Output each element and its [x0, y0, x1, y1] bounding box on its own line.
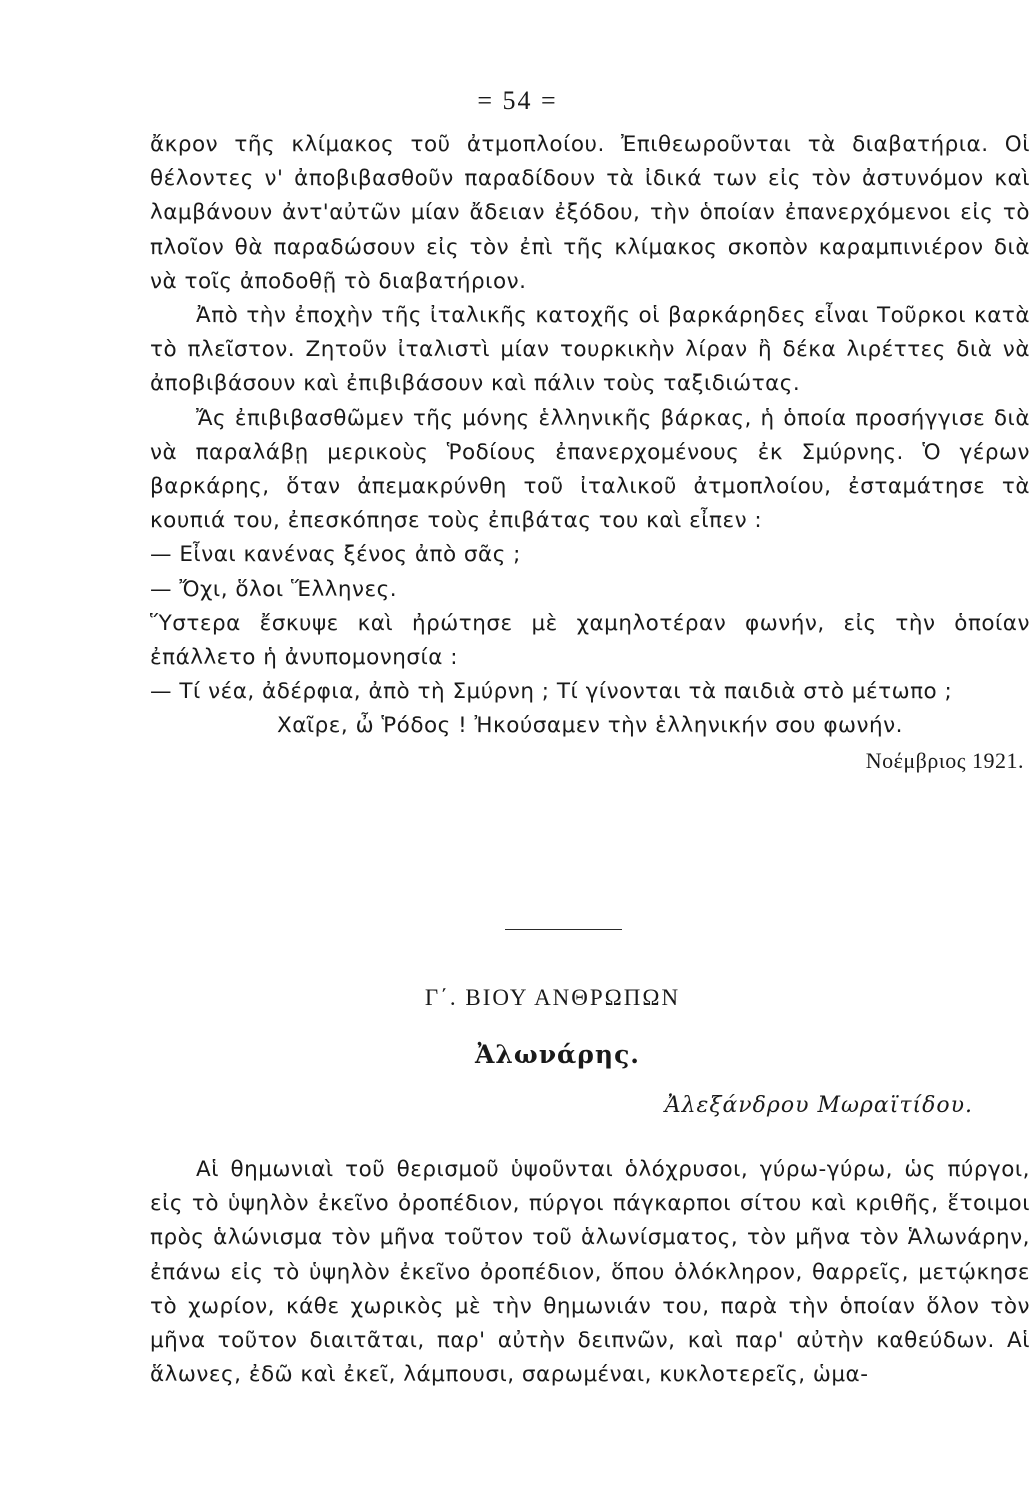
bottom-text-block — [150, 1153, 1030, 1392]
section-divider — [505, 929, 622, 930]
page-number: = 54 = — [477, 86, 558, 115]
paragraph: Ἀπὸ τὴν ἐποχὴν τῆς ἰταλικῆς κατοχῆς οἱ βαρκάρηδες εἶναι Τοῦρκοι κατὰ τὸ πλεῖστον. Ζητοῦν ἰταλιστὶ μίαν τουρκικὴν λίραν ἢ δέκα λιρέττες διὰ νὰ ἀποβιβάσουν καὶ ἐπιβιβάσουν καὶ πάλιν τοὺς ταξιδιώτας. — [150, 303, 1030, 397]
dialogue-line: — Τί νέα, ἀδέρφια, ἀπὸ τὴ Σμύρνη ; Τί γίνονται τὰ παιδιὰ στὸ μέτωπο ; — [150, 679, 953, 705]
author-name: Ἀλεξάνδρου Μωραϊτίδου. — [664, 1093, 973, 1118]
dialogue-line: — Εἶναι κανένας ξένος ἀπὸ σᾶς ; — [150, 542, 521, 568]
paragraph: Ὕστερα ἔσκυψε καὶ ἠρώτησε μὲ χαμηλοτέραν φωνήν, εἰς τὴν ὁποίαν ἐπάλλετο ἡ ἀνυπομονησία : — [150, 610, 1030, 671]
closing-line: Χαῖρε, ὦ Ῥόδος ! Ἠκούσαμεν τὴν ἑλληνικήν σου φωνήν. — [276, 713, 903, 739]
chapter-title: Ἀλωνάρης. — [474, 1040, 641, 1069]
paragraph: ἄκρον τῆς κλίμακος τοῦ ἀτμοπλοίου. Ἐπιθεωροῦνται τὰ διαβατήρια. Οἱ θέλοντες ν' ἀποβιβασθοῦν παραδίδουν τὰ ἰδικά των εἰς τὸν ἀστυνόμον καὶ λαμβάνουν ἀντ'αὐτῶν μίαν ἄδειαν ἐξόδου, τὴν ὁποίαν ἐπανερχόμενοι εἰς τὸ πλοῖον θὰ παραδώσουν εἰς τὸν ἐπὶ τῆς κλίμακος σκοπὸν καραμπινιέρον διὰ νὰ τοῖς ἀποδοθῇ τὸ διαβατήριον. — [150, 132, 1030, 294]
dialogue-line: — Ὄχι, ὅλοι Ἕλληνες. — [150, 576, 398, 602]
section-title: Γ΄. ΒΙΟΥ ΑΝΘΡΩΠΩΝ — [424, 985, 681, 1010]
paragraph: Αἱ θημωνιαὶ τοῦ θερισμοῦ ὑψοῦνται ὁλόχρυσοι, γύρω-γύρω, ὡς πύργοι, εἰς τὸ ὑψηλὸν ἐκεῖνο ὀροπέδιον, πύργοι πάγκαρποι σίτου καὶ κριθῆς, ἕτοιμοι πρὸς ἁλώνισμα τὸν μῆνα τοῦτον τοῦ ἁλωνίσματος, τὸν μῆνα τὸν Ἁλωνάρην, ἐπάνω εἰς τὸ ὑψηλὸν ἐκεῖνο ὀροπέδιον, ὅπου ὁλόκληρον, θαρρεῖς, μετῴκησε τὸ χωρίον, κάθε χωρικὸς μὲ τὴν θημωνιάν του, παρὰ τὴν ὁποίαν ὅλον τὸν μῆνα τοῦτον διαιτᾶται, παρ' αὐτὴν δειπνῶν, καὶ παρ' αὐτὴν καθεύδων. Αἱ ἅλωνες, ἐδῶ καὶ ἐκεῖ, λάμπουσι, σαρωμέναι, κυκλοτερεῖς, ὡμα- — [150, 1157, 1030, 1388]
date-line: Νοέμβριος 1921. — [865, 747, 1024, 773]
paragraph: Ἄς ἐπιβιβασθῶμεν τῆς μόνης ἑλληνικῆς βάρκας, ἡ ὁποία προσήγγισε διὰ νὰ παραλάβῃ μερικοὺς Ῥοδίους ἐπανερχομένους ἐκ Σμύρνης. Ὁ γέρων βαρκάρης, ὅταν ἀπεμακρύνθη τοῦ ἰταλικοῦ ἀτμοπλοίου, ἐσταμάτησε τὰ κουπιά του, ἐπεσκόπησε τοὺς ἐπιβάτας του καὶ εἶπεν : — [150, 405, 1030, 534]
top-text-block — [150, 128, 1030, 778]
